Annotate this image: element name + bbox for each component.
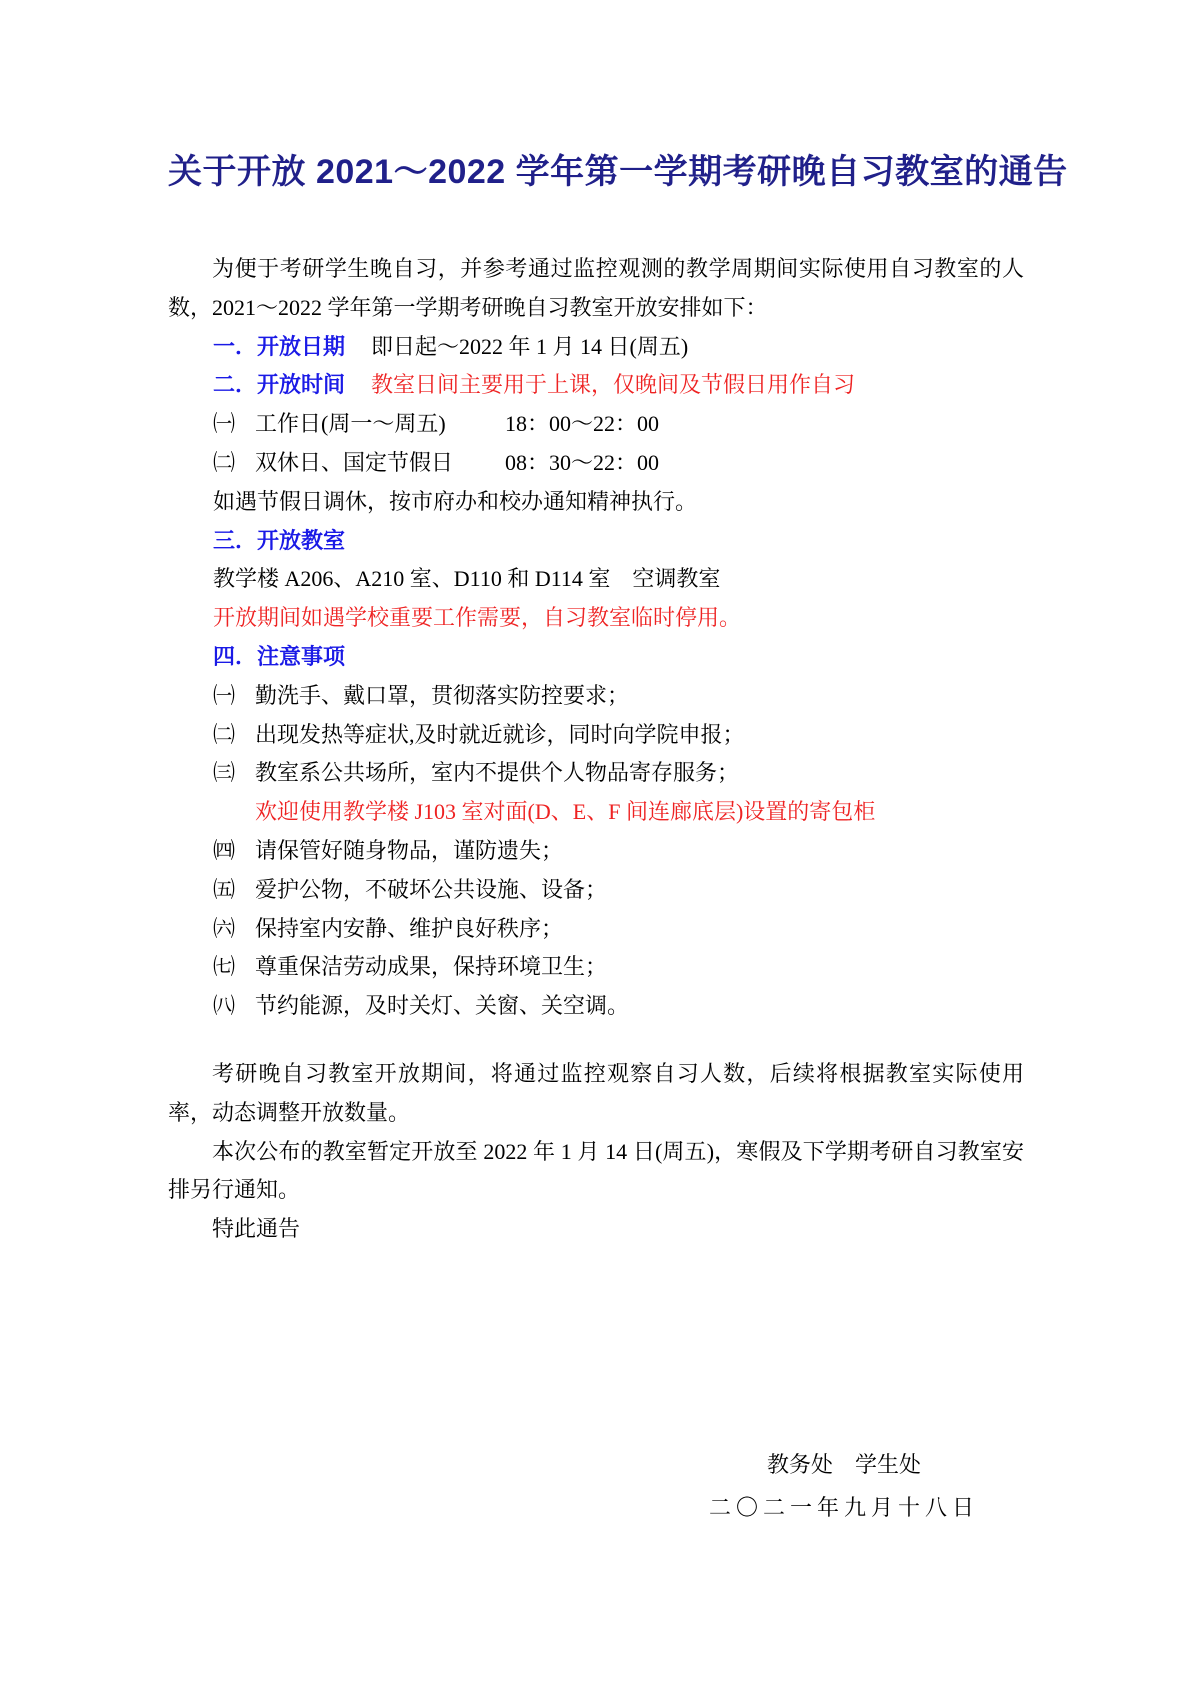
section-open-date (213, 328, 1024, 367)
note-item-2-marker: ㈡ (213, 721, 236, 747)
section-open-time-heading: 二．开放时间 (213, 372, 346, 398)
note-item-6-marker: ㈥ (213, 915, 236, 941)
note-item-4-text: 请保管好随身物品，谨防遗失； (255, 837, 564, 863)
note-item-3-text: 教室系公共场所，室内不提供个人物品寄存服务； (255, 760, 740, 786)
note-item-3 (213, 754, 1024, 793)
closing-paragraph-2: 本次公布的教室暂定开放至 2022 年 1 月 14 日(周五)，寒假及下学期考研自习教室安排另行通知。 (168, 1138, 1024, 1203)
note-item-7-marker: ㈦ (213, 954, 236, 980)
rooms-list: 教学楼 A206、A210 室、D110 和 D114 室 空调教室 (213, 566, 721, 592)
closing-statement: 特此通告 (212, 1216, 301, 1242)
schedule-row-workday-time: 18：00～22：00 (505, 411, 660, 437)
note-item-2-text: 出现发热等症状,及时就近就诊，同时向学院申报； (255, 721, 745, 747)
signature-departments: 教务处 学生处 (766, 1451, 921, 1477)
section-open-date-value: 即日起～2022 年 1 月 14 日(周五) (371, 333, 689, 359)
note-item-6 (213, 910, 1024, 949)
schedule-row-weekend-label: 双休日、国定节假日 (255, 449, 454, 475)
notice-title: 关于开放 2021～2022 学年第一学期考研晚自习教室的通告 (168, 153, 1068, 191)
note-item-1 (213, 677, 1024, 716)
section-notes (213, 638, 1024, 677)
section-open-date-heading: 一．开放日期 (213, 333, 346, 359)
note-item-8-text: 节约能源，及时关灯、关窗、关空调。 (255, 993, 630, 1019)
note-item-5 (213, 871, 1024, 910)
note-item-1-text: 勤洗手、戴口罩，贯彻落实防控要求； (255, 682, 630, 708)
signature-block (664, 1446, 1024, 1528)
section-open-time (213, 366, 1024, 405)
schedule-row-weekend-marker: ㈡ (213, 449, 236, 475)
note-item-3-marker: ㈢ (213, 760, 236, 786)
rooms-red-note: 开放期间如遇学校重要工作需要，自习教室临时停用。 (213, 605, 742, 631)
holiday-note: 如遇节假日调休，按市府办和校办通知精神执行。 (213, 488, 698, 514)
note-item-5-marker: ㈤ (213, 876, 236, 902)
schedule-row-weekend-time: 08：30～22：00 (505, 449, 660, 475)
note-item-8 (213, 987, 1024, 1026)
schedule-row-workday-marker: ㈠ (213, 411, 236, 437)
section-notes-heading: 四．注意事项 (213, 643, 346, 669)
schedule-row-weekend (213, 444, 1024, 483)
note-item-1-marker: ㈠ (213, 682, 236, 708)
note-item-7-text: 尊重保洁劳动成果，保持环境卫生； (255, 954, 608, 980)
section-open-rooms (213, 522, 1024, 561)
schedule-row-workday-label: 工作日(周一～周五) (255, 411, 446, 437)
section-open-time-red-note: 教室日间主要用于上课，仅晚间及节假日用作自习 (371, 372, 856, 398)
closing-paragraph-1: 考研晚自习教室开放期间，将通过监控观察自习人数，后续将根据教室实际使用率，动态调整开放数量。 (168, 1060, 1024, 1125)
note-item-7 (213, 948, 1024, 987)
note-item-5-text: 爱护公物，不破坏公共设施、设备； (255, 876, 608, 902)
note-item-6-text: 保持室内安静、维护良好秩序； (255, 915, 564, 941)
intro-paragraph: 为便于考研学生晚自习，并参考通过监控观测的教学周期间实际使用自习教室的人数，2021～2022 学年第一学期考研晚自习教室开放安排如下： (168, 256, 1024, 320)
note-item-8-marker: ㈧ (213, 993, 236, 1019)
schedule-row-workday (213, 405, 1024, 444)
signature-date: 二〇二一年九月十八日 (708, 1494, 979, 1520)
note-item-2 (213, 716, 1024, 755)
note-item-4-marker: ㈣ (213, 837, 236, 863)
section-open-rooms-heading: 三．开放教室 (213, 527, 346, 553)
locker-red-note: 欢迎使用教学楼 J103 室对面(D、E、F 间连廊底层)设置的寄包柜 (255, 799, 876, 825)
note-item-4 (213, 832, 1024, 871)
